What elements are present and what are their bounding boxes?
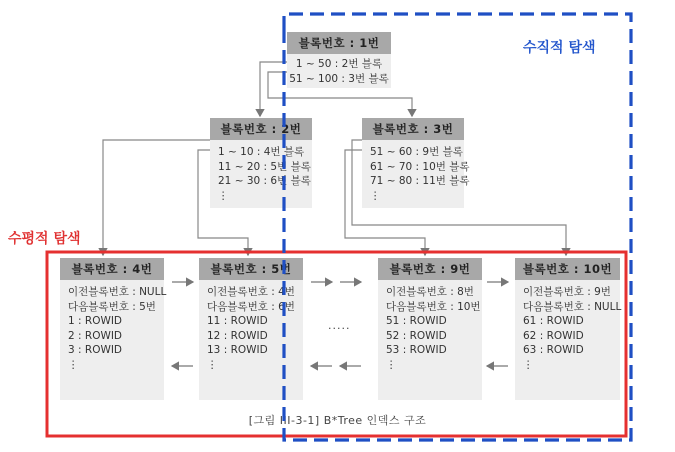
leaf-5-line-3: 11 : ROWID	[207, 315, 268, 327]
leaf-node-4-title: 블록번호 : 4번	[60, 258, 164, 280]
branch-2-line-3: 21 ~ 30 : 6번 블록	[218, 175, 311, 187]
leaf-5-line-4: 12 : ROWID	[207, 329, 268, 342]
leaf-10-line-1: 이전블록번호 : 9번	[523, 286, 611, 298]
leaf-9-line-3: 51 : ROWID	[386, 315, 447, 327]
branch-2-line-1: 1 ~ 10 : 4번 블록	[218, 146, 305, 158]
leaf-node-10	[515, 258, 620, 400]
leaf-10-line-4: 62 : ROWID	[523, 329, 584, 342]
branch-node-3-title: 블록번호 : 3번	[362, 118, 464, 140]
leaf-10-line-3: 61 : ROWID	[523, 315, 584, 327]
branch-2-line-2: 11 ~ 20 : 5번 블록	[218, 160, 311, 173]
edge-root-branch-left	[260, 62, 287, 116]
leaf-4-line-1: 이전블록번호 : NULL	[68, 286, 167, 298]
leaf-node-9	[378, 258, 482, 400]
branch-2-line-4: ⋮	[218, 189, 229, 202]
leaf-9-line-1: 이전블록번호 : 8번	[386, 286, 474, 298]
branch-3-line-3: 71 ~ 80 : 11번 블록	[370, 175, 470, 187]
leaf-4-line-5: 3 : ROWID	[68, 344, 123, 356]
leaf-9-line-4: 52 : ROWID	[386, 329, 447, 342]
root-node-title: 블록번호 : 1번	[287, 32, 391, 54]
figure-caption: [그림 III-3-1] B*Tree 인덱스 구조	[248, 414, 427, 427]
branch-3-line-1: 51 ~ 60 : 9번 블록	[370, 146, 463, 158]
branch-node-2-title: 블록번호 : 2번	[210, 118, 312, 140]
leaf-9-line-6: ⋮	[386, 358, 397, 371]
leaf-5-line-1: 이전블록번호 : 4번	[207, 286, 295, 298]
root-node	[287, 32, 391, 88]
leaf-node-5-title: 블록번호 : 5번	[199, 258, 303, 280]
leaf-10-line-6: ⋮	[523, 358, 534, 371]
horizontal-search-label: 수평적 탐색	[8, 231, 81, 247]
edge-branch-left-leaf-4	[103, 140, 210, 255]
omitted-leaves-ellipsis: .....	[328, 319, 351, 332]
leaf-10-line-5: 63 : ROWID	[523, 344, 584, 356]
branch-3-line-4: ⋮	[370, 189, 381, 202]
branch-3-line-2: 61 ~ 70 : 10번 블록	[370, 160, 470, 173]
leaf-node-5	[199, 258, 303, 400]
branch-node-2	[210, 118, 312, 208]
leaf-node-4	[60, 258, 167, 400]
leaf-4-line-4: 2 : ROWID	[68, 329, 123, 342]
leaf-4-line-3: 1 : ROWID	[68, 315, 123, 327]
leaf-4-line-2: 다음블록번호 : 5번	[68, 300, 156, 313]
leaf-4-line-6: ⋮	[68, 358, 79, 371]
vertical-search-label: 수직적 탐색	[523, 40, 596, 56]
leaf-5-line-6: ⋮	[207, 358, 218, 371]
leaf-5-line-5: 13 : ROWID	[207, 344, 268, 356]
leaf-5-line-2: 다음블록번호 : 6번	[207, 300, 295, 313]
branch-node-3	[362, 118, 470, 208]
leaf-node-9-title: 블록번호 : 9번	[378, 258, 482, 280]
leaf-9-line-5: 53 : ROWID	[386, 344, 447, 356]
root-line-1: 1 ~ 50 : 2번 블록	[295, 58, 383, 70]
leaf-10-line-2: 다음블록번호 : NULL	[523, 300, 622, 313]
leaf-9-line-2: 다음블록번호 : 10번	[386, 300, 481, 313]
root-line-2: 51 ~ 100 : 3번 블록	[289, 72, 389, 85]
leaf-node-10-title: 블록번호 : 10번	[515, 258, 620, 280]
